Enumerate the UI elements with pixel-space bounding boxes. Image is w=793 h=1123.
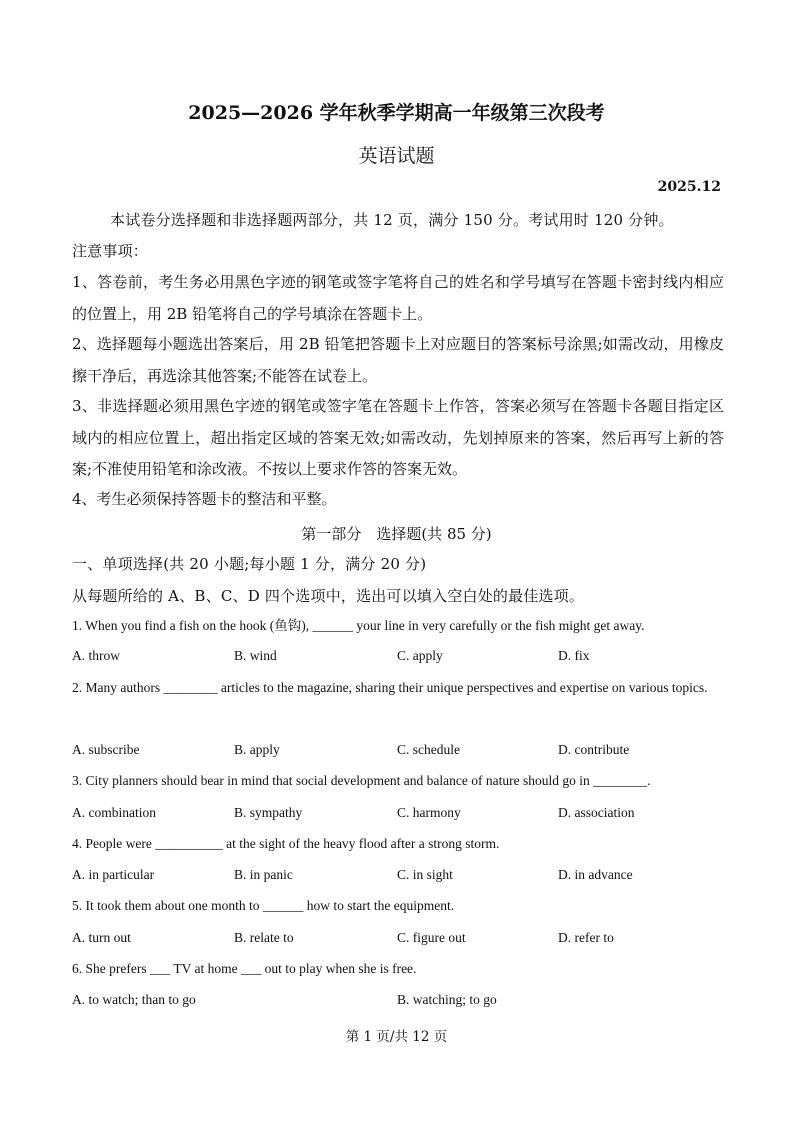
option-a: A. combination	[72, 805, 156, 820]
part-title: 第一部分 选择题(共 85 分)	[301, 525, 492, 543]
option-c: C. apply	[397, 648, 443, 663]
option-d: D. contribute	[558, 742, 630, 757]
exam-date: 2025.12	[657, 179, 721, 195]
option-a: A. in particular	[72, 867, 155, 882]
intro-text: 本试卷分选择题和非选择题两部分，共 12 页，满分 150 分。考试用时 120 分钟。	[110, 211, 674, 229]
option-row	[72, 648, 724, 668]
question-stem: 1. When you find a fish on the hook (鱼钩), ______ your line in very carefully or the fish might get away.	[72, 618, 645, 633]
question-stem: 3. City planners should bear in mind that social development and balance of nature should go in ________.	[72, 773, 651, 788]
option-row	[72, 867, 724, 887]
exam-title: 2025—2026 学年秋季学期高一年级第三次段考	[188, 102, 605, 124]
page-footer: 第 1 页/共 12 页	[345, 1029, 448, 1045]
option-d: D. association	[558, 805, 635, 820]
exam-subtitle: 英语试题	[358, 145, 435, 167]
option-row	[72, 805, 724, 825]
option-a: A. to watch; than to go	[72, 992, 196, 1007]
option-row	[72, 930, 724, 950]
question-stem: 6. She prefers ___ TV at home ___ out to play when she is free.	[72, 961, 417, 976]
question-stem: 5. It took them about one month to ______ how to start the equipment.	[72, 898, 455, 913]
option-b: B. wind	[234, 648, 277, 663]
note-item-4: 4、考生必须保持答题卡的整洁和平整。	[72, 490, 337, 508]
option-c: C. schedule	[397, 742, 460, 757]
option-row	[72, 992, 724, 1012]
question-stem: 2. Many authors ________ articles to the magazine, sharing their unique perspectives and expertise on various topics.	[72, 680, 708, 695]
option-d: D. in advance	[558, 867, 633, 882]
option-b: B. watching; to go	[397, 992, 497, 1007]
option-a: A. turn out	[72, 930, 131, 945]
option-row	[72, 742, 724, 762]
note-item-3: 3、非选择题必须用黑色字迹的钢笔或签字笔在答题卡上作答，答案必须写在答题卡各题目指定区域内的相应位置上，超出指定区域的答案无效;如需改动，先划掉原来的答案，然后再写上新的答案;不准使用铅笔和涂改液。不按以上要求作答的答案无效。	[72, 397, 724, 478]
section-instruction: 从每题所给的 A、B、C、D 四个选项中，选出可以填入空白处的最佳选项。	[72, 587, 585, 605]
option-d: D. refer to	[558, 930, 614, 945]
note-item-1: 1、答卷前，考生务必用黑色字迹的钢笔或签字笔将自己的姓名和学号填写在答题卡密封线内相应的位置上，用 2B 铅笔将自己的学号填涂在答题卡上。	[72, 273, 724, 323]
option-b: B. apply	[234, 742, 280, 757]
option-a: A. throw	[72, 648, 120, 663]
section-title: 一、单项选择(共 20 小题;每小题 1 分，满分 20 分)	[72, 555, 427, 573]
option-c: C. harmony	[397, 805, 461, 820]
notes-heading: 注意事项：	[72, 242, 149, 260]
note-item-2: 2、选择题每小题选出答案后，用 2B 铅笔把答题卡上对应题目的答案标号涂黑;如需改动，用橡皮擦干净后，再选涂其他答案;不能答在试卷上。	[72, 335, 724, 385]
option-b: B. sympathy	[234, 805, 303, 820]
question-stem: 4. People were __________ at the sight of the heavy flood after a strong storm.	[72, 836, 500, 851]
option-b: B. in panic	[234, 867, 293, 882]
option-a: A. subscribe	[72, 742, 140, 757]
option-c: C. figure out	[397, 930, 466, 945]
option-d: D. fix	[558, 648, 590, 663]
option-c: C. in sight	[397, 867, 453, 882]
option-b: B. relate to	[234, 930, 294, 945]
